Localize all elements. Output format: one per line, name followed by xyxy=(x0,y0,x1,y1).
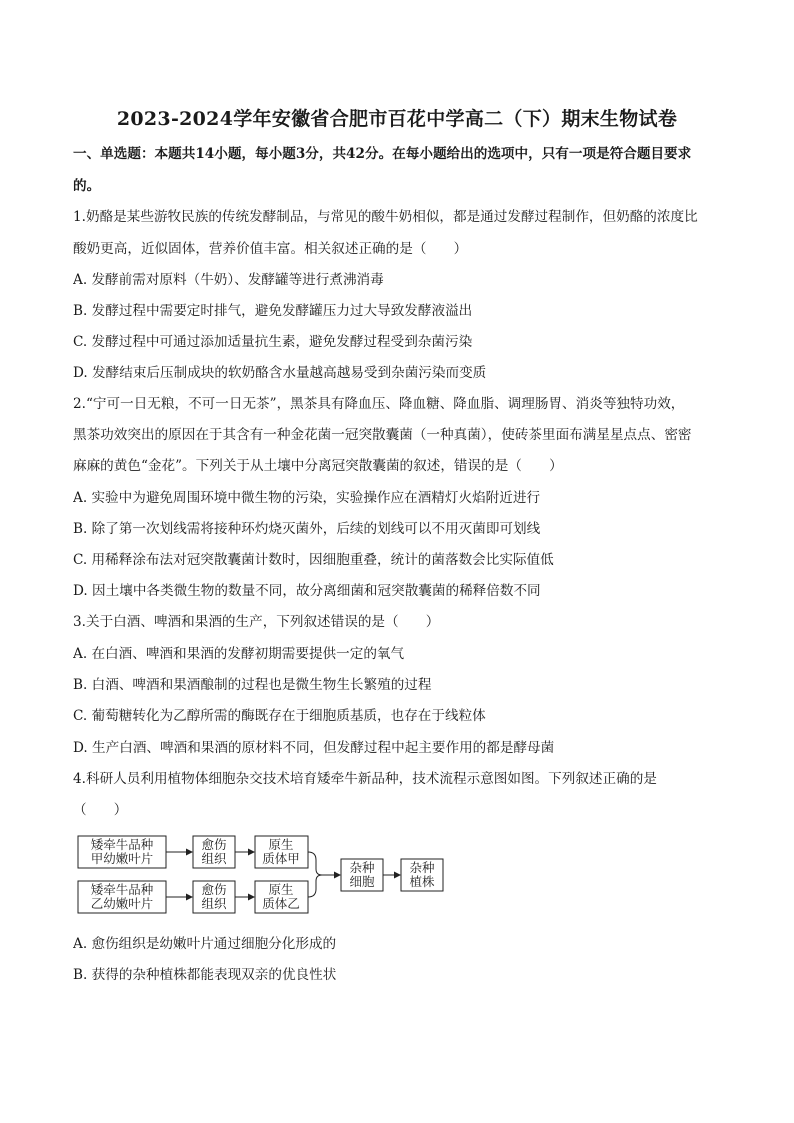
q3-option-d: D. 生产白酒、啤酒和果酒的原材料不同，但发酵过程中起主要作用的都是酵母菌 xyxy=(73,740,555,756)
q2-stem-line-2: 黑茶功效突出的原因在于其含有一种金花菌一冠突散囊菌（一种真菌），使砖茶里面布满星星点点、密密 xyxy=(73,427,692,443)
q4-stem-line-2: （ ） xyxy=(73,802,128,818)
box-a1-line-1: 矮牵牛品种 xyxy=(90,837,154,852)
section-heading-line-2: 的。 xyxy=(73,178,101,194)
box-c2-line-2: 植株 xyxy=(409,874,435,889)
box-b3-line-2: 质体乙 xyxy=(262,896,300,911)
q1-option-a: A. 发酵前需对原料（牛奶）、发酵罐等进行煮沸消毒 xyxy=(73,272,384,288)
q2-stem-line-3: 麻麻的黄色“金花”。下列关于从土壤中分离冠突散囊菌的叙述，错误的是（ ） xyxy=(73,458,563,474)
box-b2-line-1: 愈伤 xyxy=(201,882,227,897)
q1-option-b: B. 发酵过程中需要定时排气，避免发酵罐压力过大导致发酵液溢出 xyxy=(73,303,473,319)
box-a3-line-2: 质体甲 xyxy=(262,851,300,866)
q3-option-a: A. 在白酒、啤酒和果酒的发酵初期需要提供一定的氧气 xyxy=(73,646,405,662)
q2-option-c: C. 用稀释涂布法对冠突散囊菌计数时，因细胞重叠，统计的菌落数会比实际值低 xyxy=(73,552,554,568)
merge-brace xyxy=(308,852,322,897)
box-b1-line-1: 矮牵牛品种 xyxy=(90,882,154,897)
box-c2-line-1: 杂种 xyxy=(409,860,435,875)
q2-option-b: B. 除了第一次划线需将接种环灼烧灭菌外，后续的划线可以不用灭菌即可划线 xyxy=(73,521,541,537)
q4-option-b: B. 获得的杂种植株都能表现双亲的优良性状 xyxy=(73,967,337,983)
q1-stem-line-2: 酸奶更高，近似固体，营养价值丰富。相关叙述正确的是（ ） xyxy=(73,241,468,257)
q1-option-c: C. 发酵过程中可通过添加适量抗生素，避免发酵过程受到杂菌污染 xyxy=(73,334,473,350)
q4-option-a: A. 愈伤组织是幼嫩叶片通过细胞分化形成的 xyxy=(73,936,337,952)
q4-stem-line-1: 4.科研人员利用植物体细胞杂交技术培育矮牵牛新品种，技术流程示意图如图。下列叙述正确的是 xyxy=(73,771,657,787)
box-a2-line-2: 组织 xyxy=(201,851,227,866)
q1-option-d: D. 发酵结束后压制成块的软奶酪含水量越高越易受到杂菌污染而变质 xyxy=(73,365,487,381)
q2-stem-line-1: 2.“宁可一日无粮，不可一日无茶”，黑茶具有降血压、降血糖、降血脂、调理肠胃、消炎等独特功效， xyxy=(73,396,685,412)
box-b1-line-2: 乙幼嫩叶片 xyxy=(90,896,154,911)
protoplast-fusion-flow-diagram xyxy=(76,832,446,918)
box-c1-line-2: 细胞 xyxy=(349,874,375,889)
box-b2-line-2: 组织 xyxy=(201,896,227,911)
box-b3-line-1: 原生 xyxy=(268,882,294,897)
exam-title: 2023-2024学年安徽省合肥市百花中学高二（下）期末生物试卷 xyxy=(116,108,678,130)
q3-option-c: C. 葡萄糖转化为乙醇所需的酶既存在于细胞质基质，也存在于线粒体 xyxy=(73,708,486,724)
q3-stem-line-1: 3.关于白酒、啤酒和果酒的生产，下列叙述错误的是（ ） xyxy=(73,614,440,630)
flow-diagram-svg xyxy=(76,832,446,918)
q1-stem-line-1: 1.奶酪是某些游牧民族的传统发酵制品，与常见的酸牛奶相似，都是通过发酵过程制作，但奶酪的浓度比 xyxy=(73,209,698,225)
q3-option-b: B. 白酒、啤酒和果酒酿制的过程也是微生物生长繁殖的过程 xyxy=(73,677,432,693)
box-a1-line-2: 甲幼嫩叶片 xyxy=(90,851,154,866)
q2-option-d: D. 因土壤中各类微生物的数量不同，故分离细菌和冠突散囊菌的稀释倍数不同 xyxy=(73,583,541,599)
box-a3-line-1: 原生 xyxy=(268,837,294,852)
box-a2-line-1: 愈伤 xyxy=(201,837,227,852)
section-heading-line-1: 一、单选题：本题共14小题，每小题3分，共42分。在每小题给出的选项中，只有一项是符合题目要求 xyxy=(73,146,692,162)
q2-option-a: A. 实验中为避免周围环境中微生物的污染，实验操作应在酒精灯火焰附近进行 xyxy=(73,490,541,506)
box-c1-line-1: 杂种 xyxy=(349,860,375,875)
